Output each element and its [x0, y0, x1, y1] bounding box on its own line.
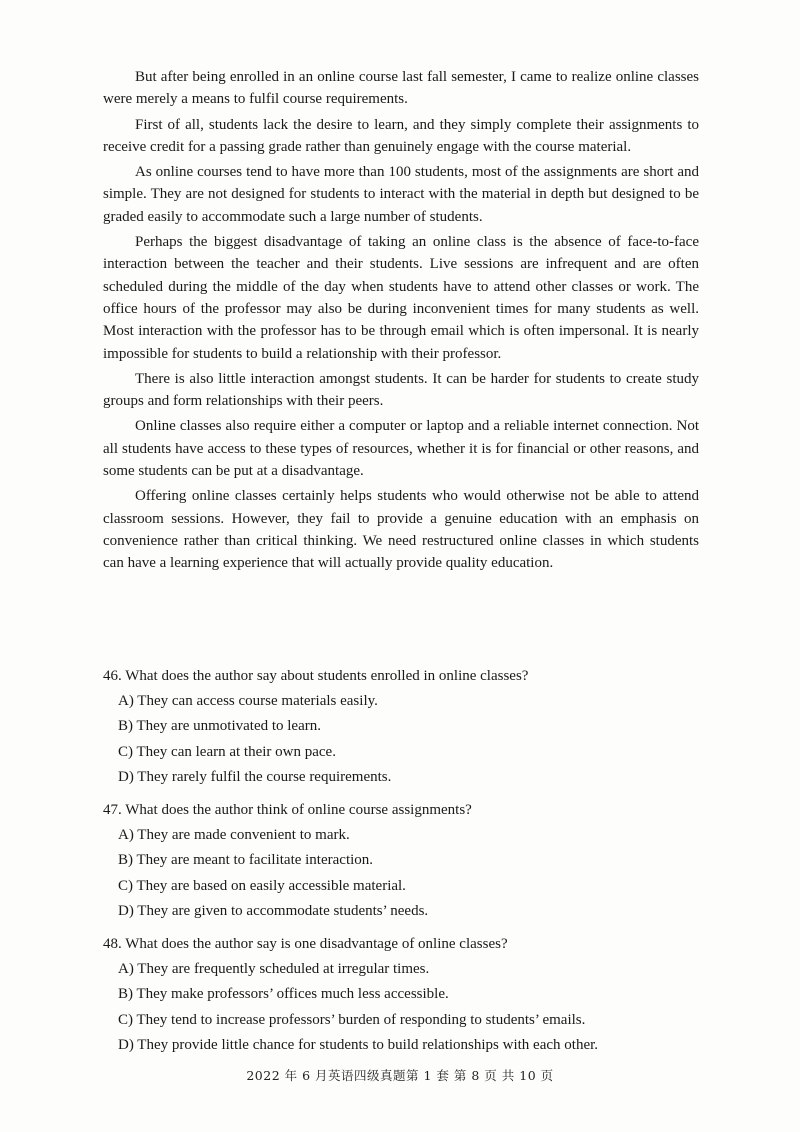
option-b: B) They make professors’ offices much less accessible. — [118, 986, 449, 1003]
question-47 — [103, 798, 703, 924]
question-46 — [103, 664, 703, 790]
paragraph: There is also little interaction amongst students. It can be harder for students to create study groups and form relationships with their peers. — [103, 370, 699, 410]
question-48 — [103, 932, 703, 1058]
option-a: A) They are made convenient to mark. — [118, 827, 350, 844]
option-d: D) They are given to accommodate students’ needs. — [118, 902, 429, 919]
option-c: C) They are based on easily accessible material. — [118, 877, 406, 894]
question-stem: 47. What does the author think of online course assignments? — [103, 802, 472, 819]
option-a: A) They can access course materials easily. — [118, 693, 378, 710]
question-list — [103, 664, 703, 1066]
option-c: C) They can learn at their own pace. — [118, 743, 336, 760]
option-a: A) They are frequently scheduled at irregular times. — [118, 961, 430, 978]
option-c: C) They tend to increase professors’ burden of responding to students’ emails. — [118, 1011, 586, 1028]
question-stem: 46. What does the author say about students enrolled in online classes? — [103, 668, 529, 684]
paragraph: But after being enrolled in an online course last fall semester, I came to realize online classes were merely a means to fulfil course requirements. — [103, 69, 699, 108]
option-b: B) They are meant to facilitate interaction. — [118, 852, 374, 869]
reading-passage — [103, 66, 699, 578]
page-footer: 2022 年 6 月英语四级真题第 1 套 第 8 页 共 10 页 — [246, 1068, 554, 1083]
paragraph: Online classes also require either a computer or laptop and a reliable internet connection. Not all students have access to these types of resources, whether it is for financial or other reasons, and some students can be put at a disadvantage. — [103, 418, 699, 480]
paragraph: Offering online classes certainly helps students who would otherwise not be able to attend classroom sessions. However, they fail to provide a genuine education with an emphasis on convenience rather than critical thinking. We need restructured online classes in which students can have a learning experience that will actually provide quality education. — [103, 488, 699, 572]
question-stem: 48. What does the author say is one disadvantage of online classes? — [103, 936, 508, 953]
option-d: D) They provide little chance for students to build relationships with each other. — [118, 1036, 599, 1053]
option-b: B) They are unmotivated to learn. — [118, 718, 321, 735]
paragraph: Perhaps the biggest disadvantage of taking an online class is the absence of face-to-face interaction between the teacher and their students. Live sessions are infrequent and are often scheduled during the middle of the day when students have to attend other classes or work. The office hours of the professor may also be during inconvenient times for many students as well. Most interaction with the professor has to be through email which is often impersonal. It is nearly impossible for students to build a relationship with their professor. — [103, 234, 699, 362]
paragraph: First of all, students lack the desire to learn, and they simply complete their assignments to receive credit for a passing grade rather than genuinely engage with the course material. — [103, 116, 699, 155]
paragraph: As online courses tend to have more than 100 students, most of the assignments are short and simple. They are not designed for students to interact with the material in depth but designed to be graded easily to accommodate such a large number of students. — [103, 164, 699, 225]
option-d: D) They rarely fulfil the course requirements. — [118, 768, 392, 785]
